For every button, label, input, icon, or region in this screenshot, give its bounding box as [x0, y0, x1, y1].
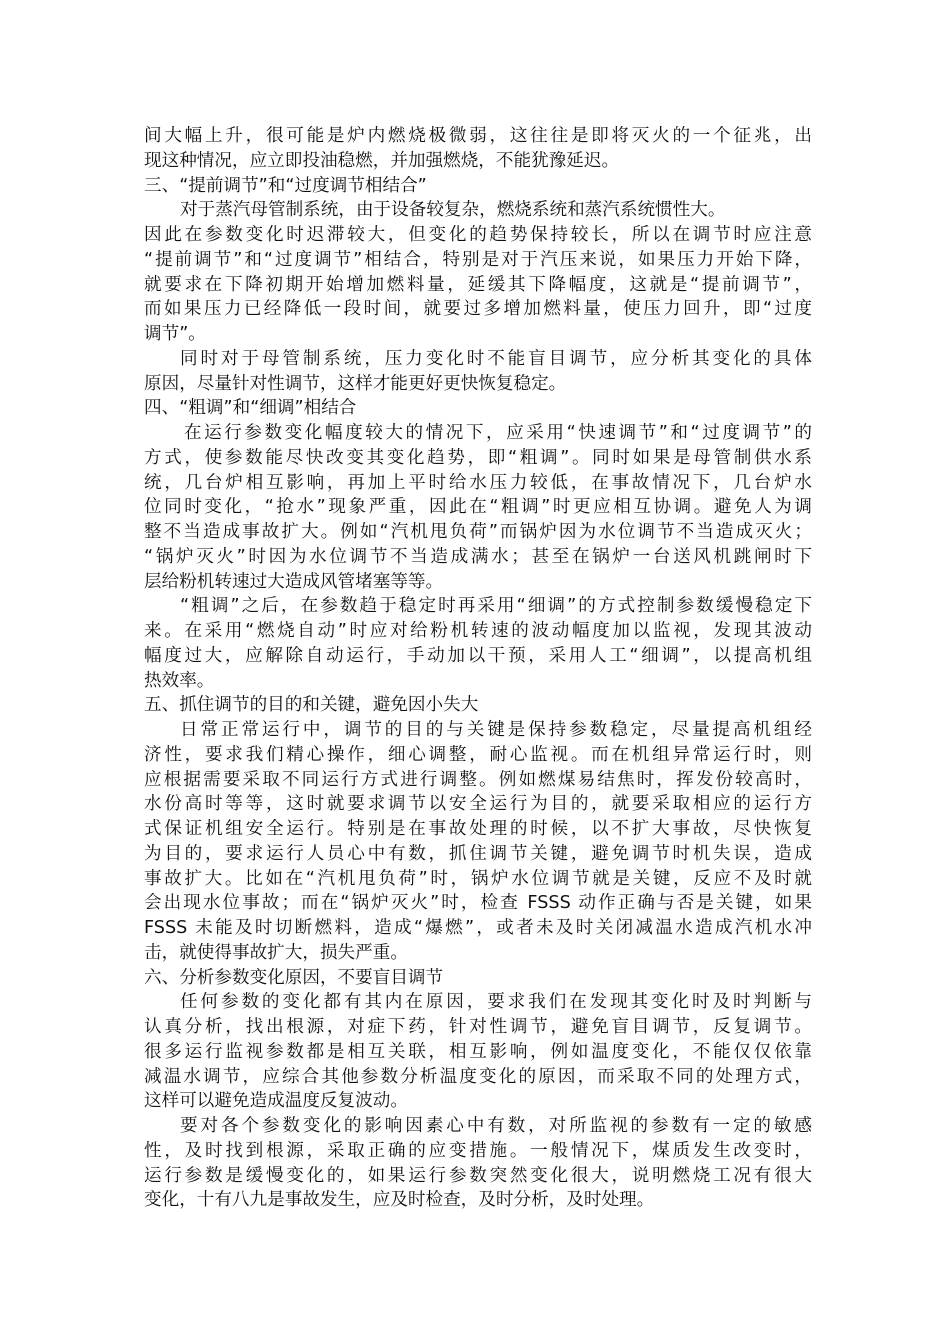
paragraph-line: 整不当造成事故扩大。例如“汽机甩负荷”而锅炉因为水位调节不当造成灭火； — [144, 522, 812, 542]
paragraph-line: 变化，十有八九是事故发生，应及时检查，及时分析，及时处理。 — [144, 1190, 655, 1211]
paragraph-line: 减温水调节，应综合其他参数分析温度变化的原因，而采取不同的处理方式， — [144, 1066, 812, 1087]
paragraph-line: FSSS 未能及时切断燃料，造成“爆燃”，或者未及时关闭减温水造成汽机水冲 — [144, 918, 812, 938]
paragraph-line: 原因，尽量针对性调节，这样才能更好更快恢复稳定。 — [144, 373, 567, 394]
section-heading: 三、“提前调节”和“过度调节相结合” — [144, 175, 427, 196]
paragraph-line: 热效率。 — [144, 670, 215, 691]
paragraph-line: 层给粉机转速过大造成风管堵塞等等。 — [144, 571, 444, 592]
section-heading: 五、抓住调节的目的和关键，避免因小失大 — [144, 695, 479, 716]
paragraph-line: “锅炉灭火”时因为水位调节不当造成满水；甚至在锅炉一台送风机跳闸时下 — [144, 546, 812, 567]
paragraph-line: 位同时变化，“抢水”现象严重，因此在“粗调”时更应相互协调。避免人为调 — [144, 497, 812, 518]
paragraph-line: 为目的，要求运行人员心中有数，抓住调节关键，避免调节时机失误，造成 — [144, 843, 812, 864]
paragraph-line: 统，几台炉相互影响，再加上平时给水压力较低，在事故情况下，几台炉水 — [144, 472, 812, 493]
paragraph-line: “提前调节”和“过度调节”相结合，特别是对于汽压来说，如果压力开始下降， — [144, 249, 812, 270]
paragraph-line: 水份高时等等，这时就要求调节以安全运行为目的，就要采取相应的运行方 — [144, 794, 812, 815]
section-heading: 四、“粗调”和“细调”相结合 — [144, 398, 357, 419]
paragraph-line: 这样可以避免造成温度反复波动。 — [144, 1091, 408, 1112]
paragraph-line: 济性，要求我们精心操作，细心调整，耐心监视。而在机组异常运行时，则 — [144, 744, 812, 765]
paragraph-line: 认真分析，找出根源，对症下药，针对性调节，避免盲目调节，反复调节。 — [144, 1017, 812, 1037]
paragraph-line: 而如果压力已经降低一段时间，就要过多增加燃料量，使压力回升，即“过度 — [144, 299, 812, 320]
paragraph-line: 在运行参数变化幅度较大的情况下，应采用“快速调节”和“过度调节”的 — [184, 423, 812, 443]
paragraph-line: 击，就使得事故扩大，损失严重。 — [144, 942, 408, 963]
paragraph-line: 应根据需要采取不同运行方式进行调整。例如燃煤易结焦时，挥发份较高时， — [144, 769, 812, 790]
paragraph-line: 会出现水位事故；而在“锅炉灭火”时，检查 FSSS 动作正确与否是关键，如果 — [144, 893, 812, 914]
paragraph-line: 调节”。 — [144, 324, 206, 344]
paragraph-line: 任何参数的变化都有其内在原因，要求我们在发现其变化时及时判断与 — [180, 992, 812, 1013]
paragraph-line: 要对各个参数变化的影响因素心中有数，对所监视的参数有一定的敏感 — [180, 1116, 812, 1136]
paragraph-line: 因此在参数变化时迟滞较大，但变化的趋势保持较长，所以在调节时应注意 — [144, 225, 812, 245]
paragraph-line: 就要求在下降初期开始增加燃料量，延缓其下降幅度，这就是“提前调节”， — [144, 274, 812, 295]
paragraph-line: 日常正常运行中，调节的目的与关键是保持参数稳定，尽量提高机组经 — [180, 720, 812, 740]
paragraph-line: 式保证机组安全运行。特别是在事故处理的时候，以不扩大事故，尽快恢复 — [144, 819, 812, 839]
paragraph-line: 运行参数是缓慢变化的，如果运行参数突然变化很大，说明燃烧工况有很大 — [144, 1165, 812, 1186]
paragraph-line: 来。在采用“燃烧自动”时应对给粉机转速的波动幅度加以监视，发现其波动 — [144, 621, 812, 641]
paragraph-line: 幅度过大，应解除自动运行，手动加以干预，采用人工“细调”，以提高机组 — [144, 645, 812, 666]
paragraph-line: 性，及时找到根源，采取正确的应变措施。一般情况下，煤质发生改变时， — [144, 1140, 812, 1161]
document-page — [144, 124, 812, 1213]
paragraph-line: 方式，使参数能尽快改变其变化趋势，即“粗调”。同时如果是母管制供水系 — [144, 447, 812, 468]
paragraph-line: 现这种情况，应立即投油稳燃，并加强燃烧，不能犹豫延迟。 — [144, 150, 620, 171]
paragraph-line: 事故扩大。比如在“汽机甩负荷”时，锅炉水位调节就是关键，反应不及时就 — [144, 868, 812, 889]
section-heading: 六、分析参数变化原因，不要盲目调节 — [144, 967, 444, 988]
paragraph-line: 间大幅上升，很可能是炉内燃烧极微弱，这往往是即将灭火的一个征兆，出 — [144, 126, 812, 146]
paragraph-line: 同时对于母管制系统，压力变化时不能盲目调节，应分析其变化的具体 — [180, 348, 812, 369]
paragraph-line: 对于蒸汽母管制系统，由于设备较复杂，燃烧系统和蒸汽系统惯性大。 — [180, 200, 726, 221]
paragraph-line: “粗调”之后，在参数趋于稳定时再采用“细调”的方式控制参数缓慢稳定下 — [180, 596, 812, 617]
paragraph-line: 很多运行监视参数都是相互关联，相互影响，例如温度变化，不能仅仅依靠 — [144, 1041, 812, 1062]
